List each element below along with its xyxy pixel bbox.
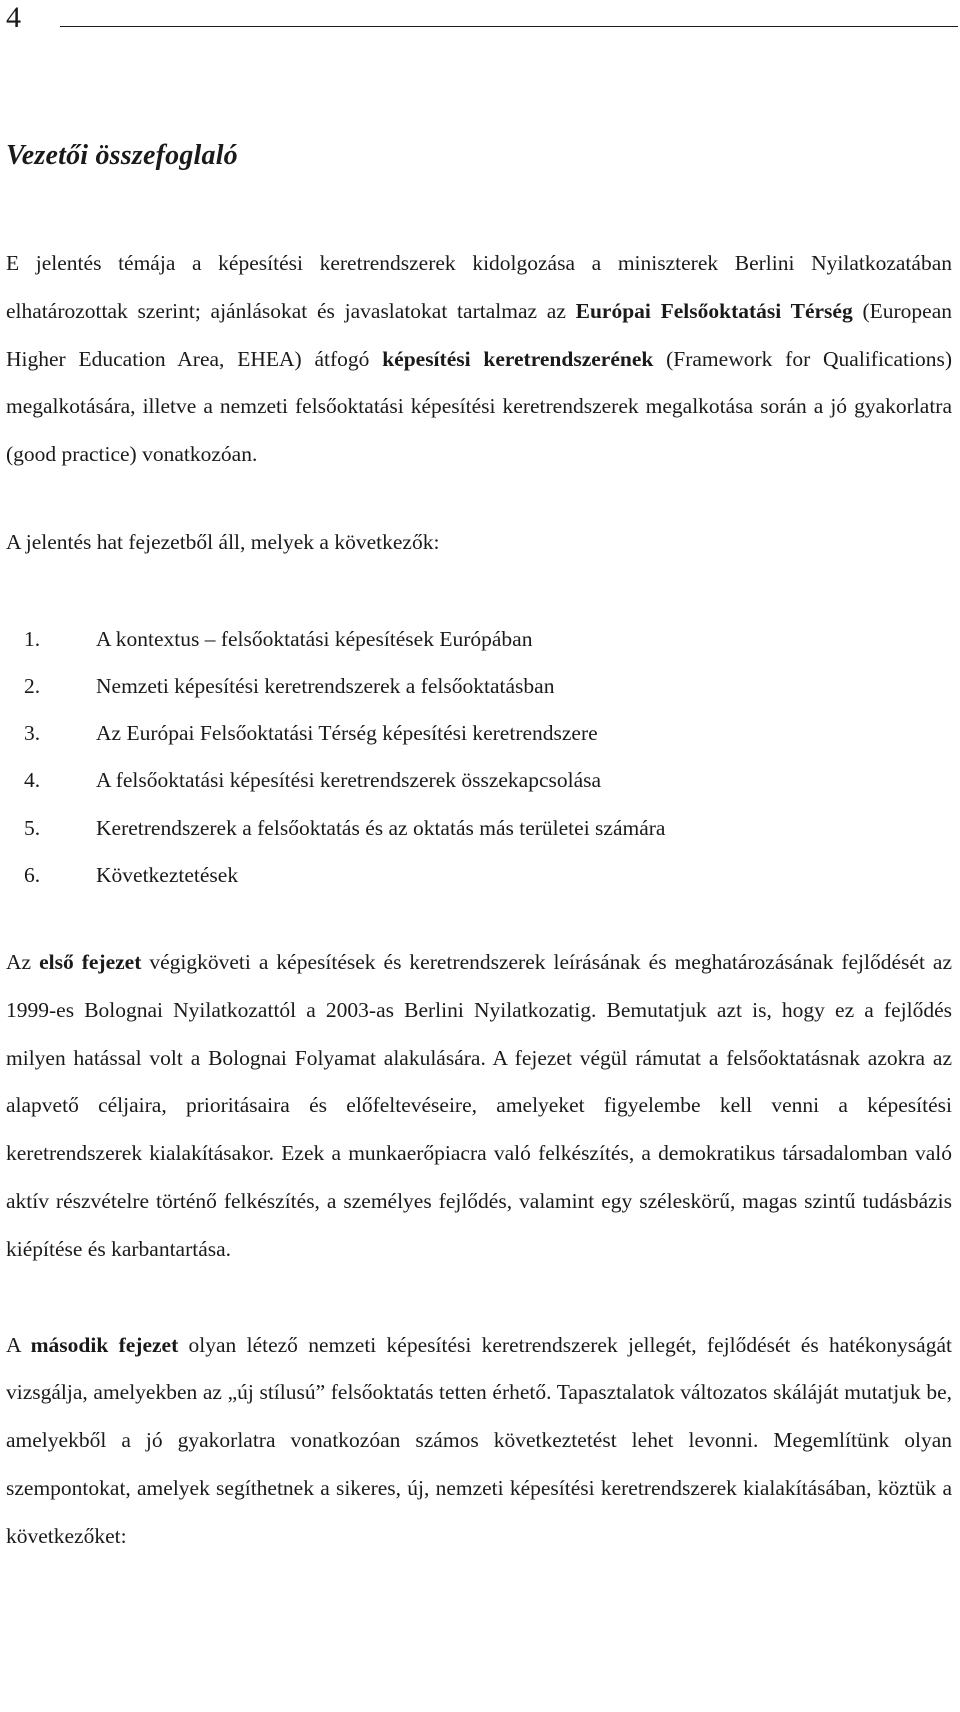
list-item-number: 5. — [24, 815, 41, 840]
first-chapter-text-1: Az — [6, 950, 40, 974]
first-chapter-text-2: végigköveti a képesítések és keretrendszerek leírásának és meghatározásának fejlődését az 1999-es Bolognai Nyilatkozattól a 2003-as Berlini Nyilatkozatig. Bemutatjuk azt is, hogy ez a fejlődés milyen hatással volt a Bolognai Folyamat alakulására. A fejezet végül rámutat a felsőoktatásnak azokra az alapvető céljaira, prioritásaira és előfeltevéseire, amelyeket figyelembe kell venni a képesítési keretrendszerek kialakításakor. Ezek a munkaerőpiacra való felkészítés, a demokratikus társadalomban való aktív részvételre történő felkészítés, a személyes fejlődés, valamint egy széleskörű, magas szintű tudásbázis kiépítése és karbantartása. — [6, 950, 952, 1261]
intro-bold-2: képesítési keretrendszerének — [382, 346, 654, 371]
list-item-number: 2. — [24, 673, 41, 698]
list-item — [6, 757, 952, 804]
list-item — [6, 663, 952, 710]
second-chapter-text-1: A — [6, 1332, 31, 1357]
list-item-label: Következtetések — [96, 862, 239, 887]
second-chapter-paragraph — [6, 1322, 952, 1561]
intro-bold-1: Európai Felsőoktatási Térség — [575, 298, 853, 323]
list-item-label: A felsőoktatási képesítési keretrendszerek összekapcsolása — [96, 768, 602, 793]
intro-text-1: E jelentés témája a képesítési keretrendszerek kidolgozása a miniszterek Berlini Nyilatkozatában elhatározottak szerint; ajánlásokat és javaslatokat tartalmaz az — [6, 251, 952, 323]
header-rule — [60, 26, 958, 27]
second-chapter-text-2: olyan létező nemzeti képesítési keretrendszerek jellegét, fejlődését és hatékonyságát vizsgálja, amelyekben az „új stílusú” felsőoktatás tetten érhető. Tapasztalatok változatos skáláját mutatjuk be, amelyekből a jó gyakorlatra vonatkozóan számos következtetést lehet levonni. Megemlítünk olyan szempontokat, amelyek segíthetnek a sikeres, új, nemzeti képesítési keretrendszerek kialakításában, köztük a következőket: — [6, 1332, 952, 1548]
intro-text-3: (Framework for Qualifications) megalkotására, illetve a nemzeti felsőoktatási képesítési keretrendszerek megalkotása során a jó gyakorlatra (good practice) vonatkozóan. — [6, 346, 952, 467]
page-number: 4 — [6, 1, 21, 34]
list-item — [6, 616, 952, 663]
first-chapter-paragraph — [6, 939, 952, 1274]
list-item — [6, 805, 952, 852]
first-chapter-bold: első fejezet — [39, 950, 142, 974]
second-chapter-bold: második fejezet — [30, 1332, 179, 1357]
list-item-label: Keretrendszerek a felsőoktatás és az oktatás más területei számára — [96, 815, 666, 840]
list-item-number: 4. — [24, 768, 41, 793]
list-item — [6, 852, 952, 899]
section-title: Vezetői összefoglaló — [6, 140, 238, 171]
intro-text-2: (European Higher Education Area, EHEA) átfogó — [6, 298, 952, 371]
list-item — [6, 710, 952, 757]
list-item-label: Nemzeti képesítési keretrendszerek a felsőoktatásban — [96, 673, 555, 698]
list-item-number: 1. — [24, 626, 41, 651]
list-item-label: A kontextus – felsőoktatási képesítések Európában — [96, 626, 533, 651]
intro-paragraph — [6, 240, 952, 479]
list-item-number: 3. — [24, 721, 41, 746]
list-item-number: 6. — [24, 862, 41, 887]
chapter-list — [6, 616, 952, 899]
document-body — [6, 138, 952, 1561]
chapters-intro: A jelentés hat fejezetből áll, melyek a következők: — [6, 529, 440, 554]
list-item-label: Az Európai Felsőoktatási Térség képesítési keretrendszere — [96, 721, 598, 746]
